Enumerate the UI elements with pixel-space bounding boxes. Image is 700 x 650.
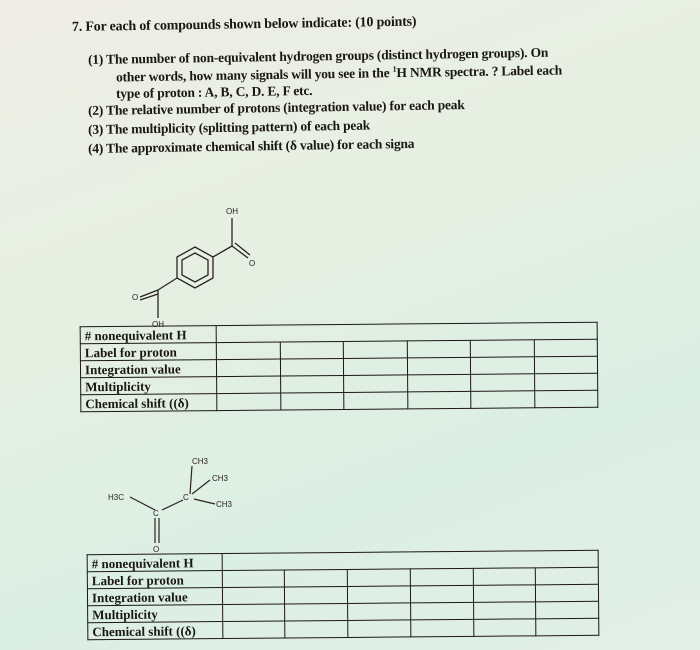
answer-cell[interactable]	[407, 340, 471, 358]
item-text: The approximate chemical shift (δ value) for each signa	[105, 135, 415, 156]
h3c-label: H3C	[108, 493, 125, 502]
answer-cell[interactable]	[344, 392, 408, 410]
answer-cell[interactable]	[280, 392, 344, 410]
answer-cell[interactable]	[285, 603, 348, 621]
oh-label: OH	[226, 207, 238, 216]
answer-cell[interactable]	[285, 620, 348, 638]
answer-cell[interactable]	[347, 569, 410, 587]
item-text: The relative number of protons (integration value) for each peak	[105, 97, 465, 118]
answer-cell[interactable]	[407, 391, 471, 409]
superscript: 1	[392, 64, 397, 74]
answer-cell[interactable]	[348, 586, 411, 604]
ch3-label: CH3	[192, 457, 209, 466]
answer-cell[interactable]	[344, 358, 408, 376]
answer-cell[interactable]	[222, 570, 285, 588]
row-label: # nonequivalent H	[87, 554, 222, 572]
row-label: Chemical shift ((δ)	[81, 394, 217, 412]
answer-cell[interactable]	[344, 375, 408, 393]
answer-cell[interactable]	[410, 602, 473, 620]
ch3-label: CH3	[216, 500, 233, 509]
row-label: Multiplicity	[88, 605, 223, 623]
row-label: Label for proton	[80, 343, 216, 361]
o-label: O	[249, 259, 256, 268]
answer-cell[interactable]	[222, 621, 285, 639]
item-1-cont2: type of proton : A, B, C, D. E, F etc.	[115, 82, 313, 101]
answer-cell[interactable]	[222, 604, 285, 622]
item-number: (3)	[87, 121, 104, 137]
answer-cell[interactable]	[470, 357, 534, 375]
row-label: Label for proton	[87, 571, 222, 589]
item-text: H NMR spectra. ? Label each	[396, 62, 563, 81]
answer-cell[interactable]	[536, 584, 599, 602]
answer-cell[interactable]	[473, 568, 536, 586]
o-label: O	[132, 293, 139, 302]
answer-cell[interactable]	[536, 618, 599, 636]
answer-cell[interactable]	[280, 358, 344, 376]
answer-cell[interactable]	[473, 602, 536, 620]
answer-cell[interactable]	[470, 340, 534, 358]
answer-cell[interactable]	[285, 586, 348, 604]
row-label: Integration value	[80, 360, 216, 378]
answer-cell[interactable]	[222, 587, 285, 605]
answer-cell[interactable]	[348, 620, 411, 638]
answer-cell[interactable]	[534, 390, 598, 408]
c-label: C	[183, 493, 189, 502]
answer-cell[interactable]	[410, 568, 473, 586]
nmr-table-1	[80, 322, 599, 413]
answer-cell[interactable]	[217, 393, 281, 411]
answer-cell[interactable]	[407, 357, 471, 375]
answer-cell[interactable]	[535, 567, 598, 585]
answer-cell[interactable]	[536, 601, 599, 619]
answer-cell[interactable]	[534, 339, 598, 357]
answer-cell[interactable]	[217, 359, 281, 377]
answer-cell[interactable]	[285, 569, 348, 587]
row-label: Integration value	[87, 588, 222, 606]
nmr-table-2	[87, 550, 600, 640]
answer-cell[interactable]	[471, 391, 535, 409]
answer-cell[interactable]	[534, 373, 598, 391]
ch3-label: CH3	[212, 474, 229, 483]
c-label: C	[153, 509, 159, 518]
answer-cell[interactable]	[343, 341, 407, 359]
answer-cell[interactable]	[217, 342, 281, 360]
answer-cell[interactable]	[473, 619, 536, 637]
item-number: (4)	[87, 140, 104, 156]
answer-cell[interactable]	[280, 341, 344, 359]
item-number: (2)	[87, 102, 104, 118]
item-number: (1)	[87, 51, 104, 67]
o-label: O	[153, 545, 160, 554]
molecule-1-terephthalic-acid	[140, 218, 250, 318]
answer-cell[interactable]	[410, 585, 473, 603]
item-text: The multiplicity (splitting pattern) of each peak	[105, 117, 371, 137]
item-text: The number of non-equivalent hydrogen groups (distinct hydrogen groups). On	[105, 44, 549, 67]
answer-cell[interactable]	[471, 374, 535, 392]
row-label: Multiplicity	[81, 377, 217, 395]
answer-cell[interactable]	[348, 603, 411, 621]
answer-cell[interactable]	[407, 374, 471, 392]
item-text: other words, how many signals will you see in the	[115, 65, 393, 85]
answer-cell[interactable]	[217, 376, 281, 394]
answer-cell[interactable]	[411, 619, 474, 637]
molecule-2-pinacolone	[130, 466, 215, 543]
oh-label: OH	[152, 320, 164, 329]
answer-cell[interactable]	[280, 375, 344, 393]
row-label: Chemical shift ((δ)	[88, 622, 223, 640]
answer-cell[interactable]	[534, 356, 598, 374]
answer-cell[interactable]	[473, 585, 536, 603]
row-label: # nonequivalent H	[80, 326, 216, 344]
question-title: 7. For each of compounds shown below indicate: (10 points)	[71, 14, 417, 35]
